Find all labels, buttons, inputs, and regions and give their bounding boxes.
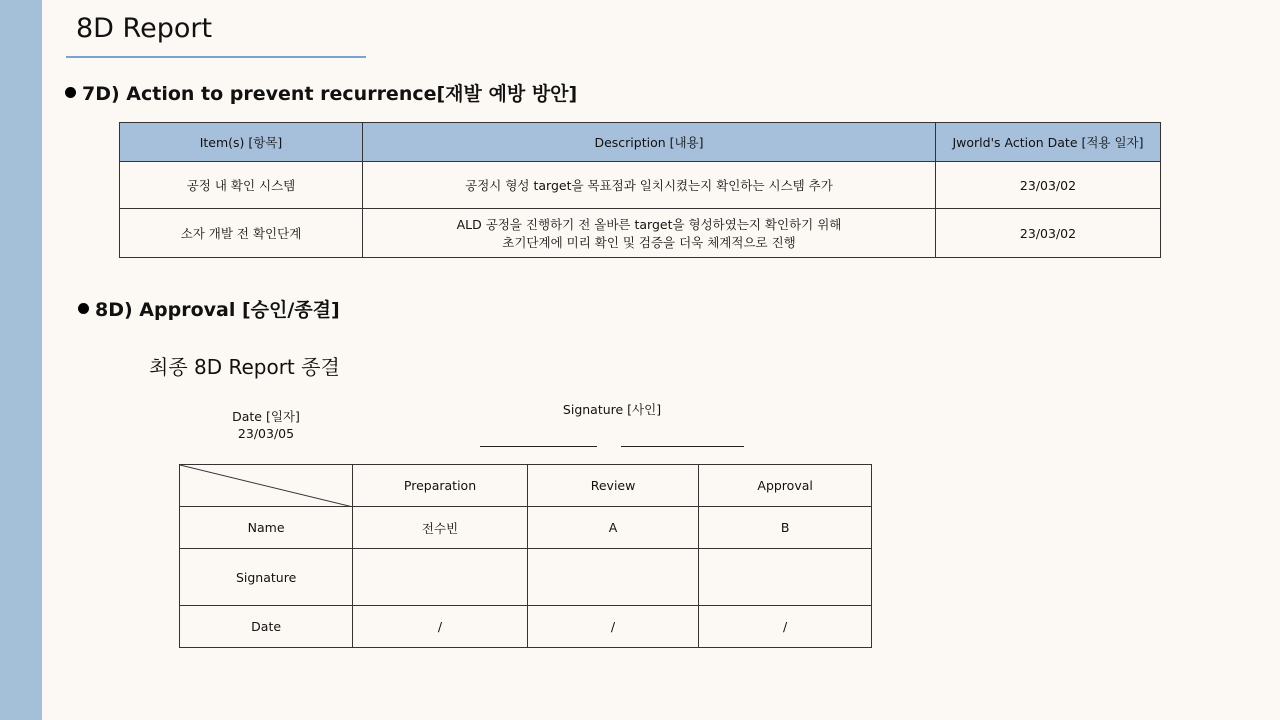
date-review: / (527, 606, 698, 648)
diagonal-line-icon (180, 465, 353, 507)
column-header-action-date: Jworld's Action Date [적용 일자] (936, 123, 1161, 162)
date-value: 23/03/05 (237, 426, 295, 441)
signature-label: Signature [사인] (562, 402, 662, 417)
column-header-approval: Approval (699, 465, 872, 507)
column-header-review: Review (527, 465, 698, 507)
action-table (119, 122, 1161, 258)
date-block (224, 408, 308, 442)
table-row (120, 209, 1161, 258)
bullet-icon (78, 303, 89, 314)
column-header-preparation: Preparation (353, 465, 528, 507)
description-line: 공정시 형성 target을 목표점과 일치시켰는지 확인하는 시스템 추가 (465, 178, 833, 193)
name-approval: B (699, 507, 872, 549)
signature-review (527, 549, 698, 606)
table-row (180, 606, 872, 648)
date-preparation: / (353, 606, 528, 648)
row-label: Date (180, 606, 353, 648)
row-description (363, 162, 936, 209)
column-header-item: Item(s) [항목] (120, 123, 363, 162)
signature-line-2 (621, 446, 744, 447)
row-label: Signature (180, 549, 353, 606)
date-label: Date [일자] (232, 409, 300, 424)
row-item: 소자 개발 전 확인단계 (120, 209, 363, 258)
description-line: 초기단계에 미리 확인 및 검증을 더욱 체계적으로 진행 (502, 235, 796, 250)
row-item: 공정 내 확인 시스템 (120, 162, 363, 209)
description-line: ALD 공정을 진행하기 전 올바른 target을 형성하였는지 확인하기 위해 (456, 217, 842, 232)
name-review: A (527, 507, 698, 549)
final-report-title: 최종 8D Report 종결 (149, 355, 340, 379)
signature-approval (699, 549, 872, 606)
column-header-description: Description [내용] (363, 123, 936, 162)
table-row (120, 162, 1161, 209)
table-row (180, 507, 872, 549)
row-date: 23/03/02 (936, 209, 1161, 258)
approval-table (179, 464, 872, 648)
row-date: 23/03/02 (936, 162, 1161, 209)
bullet-icon (65, 87, 76, 98)
section-8d-heading-text: 8D) Approval [승인/종결] (95, 299, 340, 321)
diagonal-corner-cell (180, 465, 353, 507)
section-8d-heading (78, 295, 340, 322)
side-accent-bar (0, 0, 42, 720)
table-row (180, 549, 872, 606)
action-table-header (120, 123, 1161, 162)
row-description (363, 209, 936, 258)
date-approval: / (699, 606, 872, 648)
title-underline (66, 56, 366, 58)
page-title: 8D Report (76, 13, 213, 44)
row-label: Name (180, 507, 353, 549)
section-7d-heading-text: 7D) Action to prevent recurrence[재발 예방 방안] (82, 83, 578, 105)
signature-line-1 (480, 446, 597, 447)
approval-table-header (180, 465, 872, 507)
section-7d-heading (65, 79, 577, 106)
name-preparation: 전수빈 (353, 507, 528, 549)
signature-preparation (353, 549, 528, 606)
